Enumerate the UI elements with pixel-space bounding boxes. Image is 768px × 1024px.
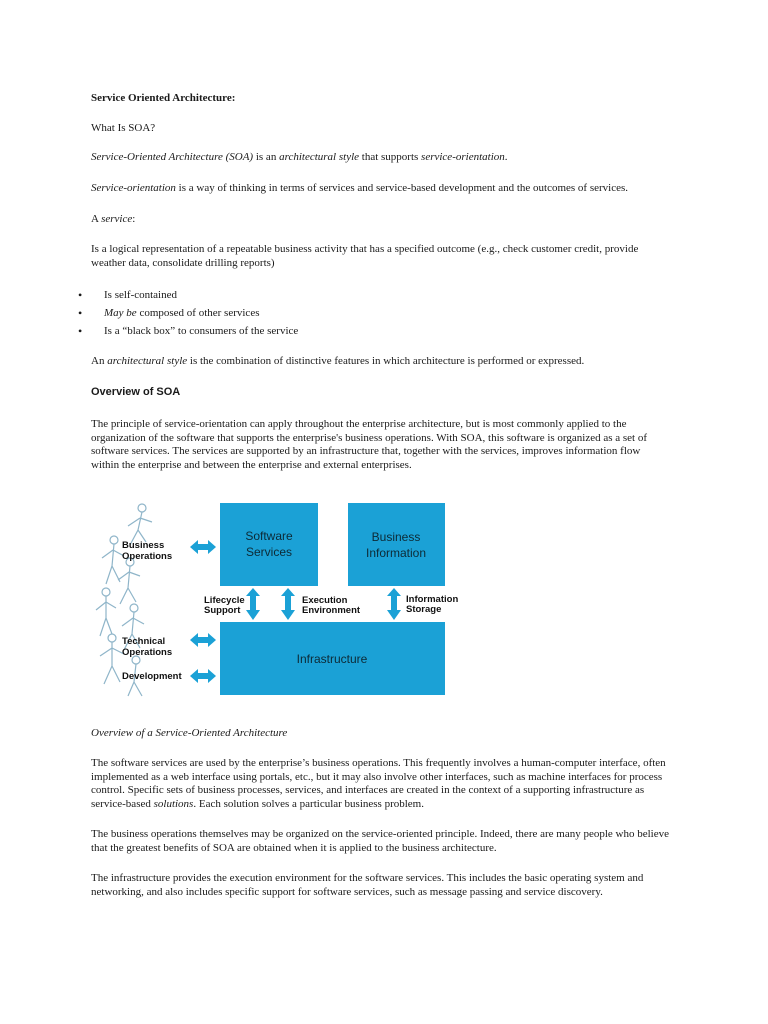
service-intro: A service: (91, 213, 136, 225)
overview-paragraph: The principle of service-orientation can apply throughout the enterprise architecture, but is most commonly applied to the organization of the software that supports the enterprise's business operations. With SOA, this software is organized as a set of software services. The services are supported by an infrastructure that, together with the services, improves information flow within the enterprise and between the enterprise and external enterprises. (91, 418, 648, 471)
business-operations-arrow-icon (190, 540, 216, 554)
service-description: Is a logical representation of a repeatable business activity that has a specified outcome (e.g., check customer credit, provide weather data, consolidate drilling reports) (91, 243, 639, 269)
list-item: • Is self-contained (78, 288, 177, 302)
svg-text:Environment: Environment (302, 605, 361, 616)
bullet-icon: • (78, 306, 83, 320)
bullet-icon: • (78, 324, 83, 338)
development-label: Development (122, 671, 182, 682)
execution-environment-arrow-icon (281, 588, 295, 620)
service-orientation-definition: Service-orientation is a way of thinking in terms of services and service-based development and the outcomes of services. (91, 182, 629, 194)
lifecycle-support-arrow-icon (246, 588, 260, 620)
business-operations-label: Business (122, 540, 165, 551)
infrastructure-paragraph: The infrastructure provides the execution environment for the software services. This includes the basic operating system and networking, and also includes specific support for software services, such as message passing and service discovery. (91, 872, 644, 898)
business-information-box (348, 503, 445, 586)
question-line: What Is SOA? (91, 122, 156, 134)
information-storage-label: Information (406, 594, 459, 605)
soa-diagram (92, 500, 459, 700)
figure-caption: Overview of a Service-Oriented Architecture (91, 727, 288, 739)
svg-text:Services: Services (245, 545, 293, 559)
bullet-icon: • (78, 288, 83, 302)
business-operations-paragraph: The business operations themselves may be organized on the service-oriented principle. Indeed, there are many people who believe that the greatest benefits of SOA are obtained when it is applied to the business architecture. (91, 828, 670, 854)
development-arrow-icon (190, 669, 216, 683)
architectural-style-definition: An architectural style is the combination of distinctive features in which architecture is performed or expressed. (91, 355, 585, 367)
technical-operations-arrow-icon (190, 633, 216, 647)
infrastructure-label: Infrastructure (296, 652, 368, 666)
software-services-label: Software (245, 529, 293, 543)
page-heading: Service Oriented Architecture: (91, 92, 236, 104)
service-orientation-term: service-orientation (421, 151, 505, 163)
list-item: • May be composed of other services (78, 306, 260, 320)
svg-text:Information: Information (365, 546, 427, 560)
lifecycle-support-label: Lifecycle (204, 595, 245, 606)
information-storage-arrow-icon (387, 588, 401, 620)
business-information-label: Business (371, 530, 421, 544)
svg-text:Operations: Operations (122, 647, 173, 658)
svg-text:Storage: Storage (406, 604, 442, 615)
technical-operations-label: Technical (122, 636, 166, 647)
software-services-paragraph: The software services are used by the enterprise’s business operations. This frequently involves a human-computer interface, often implemented as a web interface using portals, etc., but it may also involve other interfaces, such as machine interfaces for process control. Specific sets of business processes, services, and interfaces are created in the context of a supporting infrastructure as service-based solutions. Each solution solves a particular business problem. (91, 757, 666, 810)
soa-term: Service-Oriented Architecture (SOA) (91, 151, 254, 163)
soa-definition: Service-Oriented Architecture (SOA) is an architectural style that supports service-orientation. (91, 151, 508, 163)
stick-figures-illustration (96, 504, 152, 696)
section-heading: Overview of SOA (91, 386, 181, 398)
service-bullet-list (78, 287, 298, 341)
architectural-style-term: architectural style (279, 151, 360, 163)
svg-text:Operations: Operations (122, 551, 173, 562)
svg-text:Support: Support (204, 605, 241, 616)
execution-environment-label: Execution (302, 595, 348, 606)
list-item: • Is a “black box” to consumers of the service (78, 324, 299, 338)
